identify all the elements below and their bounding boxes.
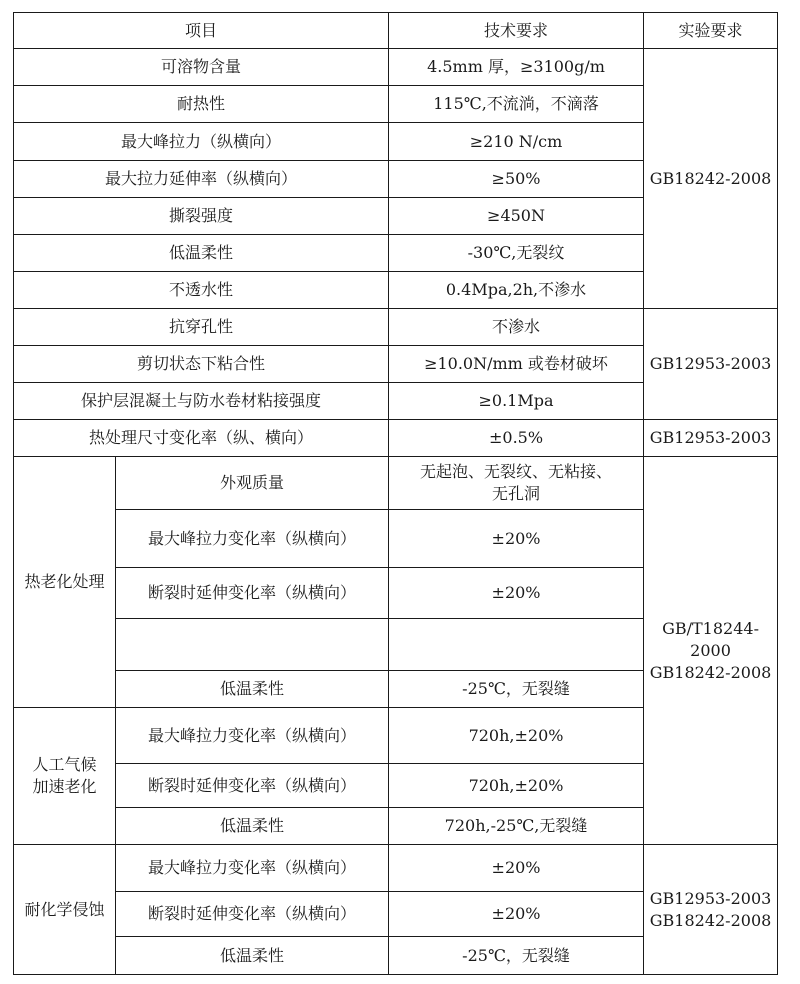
row-tech: 不渗水 <box>389 309 644 346</box>
table-row <box>14 457 778 510</box>
standard-cell: GB12953-2003 <box>644 309 778 420</box>
row-item: 可溶物含量 <box>14 49 389 86</box>
header-tech: 技术要求 <box>389 13 644 49</box>
row-tech <box>389 619 644 671</box>
row-item: 保护层混凝土与防水卷材粘接强度 <box>14 383 389 420</box>
row-tech: ±20% <box>389 845 644 892</box>
row-item: 外观质量 <box>116 457 389 510</box>
row-item: 断裂时延伸变化率（纵横向） <box>116 764 389 808</box>
row-tech: ≥450N <box>389 198 644 235</box>
row-tech: ≥0.1Mpa <box>389 383 644 420</box>
row-tech: 720h,±20% <box>389 708 644 764</box>
row-tech: ≥50% <box>389 161 644 198</box>
row-item: 抗穿孔性 <box>14 309 389 346</box>
row-tech: ≥210 N/cm <box>389 123 644 161</box>
row-tech: -25℃，无裂缝 <box>389 671 644 708</box>
standard-cell <box>644 845 778 975</box>
row-item: 耐热性 <box>14 86 389 123</box>
row-item: 断裂时延伸变化率（纵横向） <box>116 568 389 619</box>
row-item: 最大峰拉力（纵横向） <box>14 123 389 161</box>
spec-table <box>13 12 778 975</box>
row-tech: ≥10.0N/mm 或卷材破坏 <box>389 346 644 383</box>
row-item: 最大拉力延伸率（纵横向） <box>14 161 389 198</box>
row-tech: ±20% <box>389 510 644 568</box>
row-tech: 4.5mm 厚，≥3100g/m <box>389 49 644 86</box>
standard-line: GB18242-2008 <box>649 662 772 682</box>
row-tech: ±20% <box>389 892 644 937</box>
row-item: 低温柔性 <box>116 808 389 845</box>
row-tech: 720h,-25℃,无裂缝 <box>389 808 644 845</box>
standard-line: GB/T18244- <box>662 618 759 638</box>
row-tech: -30℃,无裂纹 <box>389 235 644 272</box>
standard-line: GB18242-2008 <box>649 910 772 930</box>
row-tech <box>389 457 644 510</box>
group-label-line: 人工气候 <box>32 755 97 774</box>
row-item: 最大峰拉力变化率（纵横向） <box>116 510 389 568</box>
group-label-weathering <box>14 708 116 845</box>
row-tech: 720h,±20% <box>389 764 644 808</box>
standard-line: 2000 <box>690 640 731 660</box>
row-item: 最大峰拉力变化率（纵横向） <box>116 845 389 892</box>
row-tech: 115℃,不流淌，不滴落 <box>389 86 644 123</box>
group-label-line: 加速老化 <box>32 777 97 796</box>
tech-line: 无起泡、无裂纹、无粘接、 <box>420 462 613 481</box>
row-item: 撕裂强度 <box>14 198 389 235</box>
tech-line: 无孔洞 <box>492 484 541 503</box>
row-tech: 0.4Mpa,2h,不渗水 <box>389 272 644 309</box>
row-tech: -25℃，无裂缝 <box>389 937 644 975</box>
row-item: 剪切状态下粘合性 <box>14 346 389 383</box>
header-item: 项目 <box>14 13 389 49</box>
table-row <box>14 309 778 346</box>
row-item: 不透水性 <box>14 272 389 309</box>
standard-cell: GB12953-2003 <box>644 420 778 457</box>
standard-line: GB12953-2003 <box>649 888 772 908</box>
standard-cell: GB18242-2008 <box>644 49 778 309</box>
standard-cell <box>644 457 778 845</box>
row-item: 低温柔性 <box>14 235 389 272</box>
table-row <box>14 420 778 457</box>
group-label-heat-aging: 热老化处理 <box>14 457 116 708</box>
row-item: 低温柔性 <box>116 937 389 975</box>
row-item: 最大峰拉力变化率（纵横向） <box>116 708 389 764</box>
row-item <box>116 619 389 671</box>
row-item: 断裂时延伸变化率（纵横向） <box>116 892 389 937</box>
table-row <box>14 845 778 892</box>
header-row <box>14 13 778 49</box>
header-test: 实验要求 <box>644 13 778 49</box>
group-label-chemical: 耐化学侵蚀 <box>14 845 116 975</box>
row-tech: ±0.5% <box>389 420 644 457</box>
table-row <box>14 49 778 86</box>
row-tech: ±20% <box>389 568 644 619</box>
row-item: 热处理尺寸变化率（纵、横向） <box>14 420 389 457</box>
row-item: 低温柔性 <box>116 671 389 708</box>
